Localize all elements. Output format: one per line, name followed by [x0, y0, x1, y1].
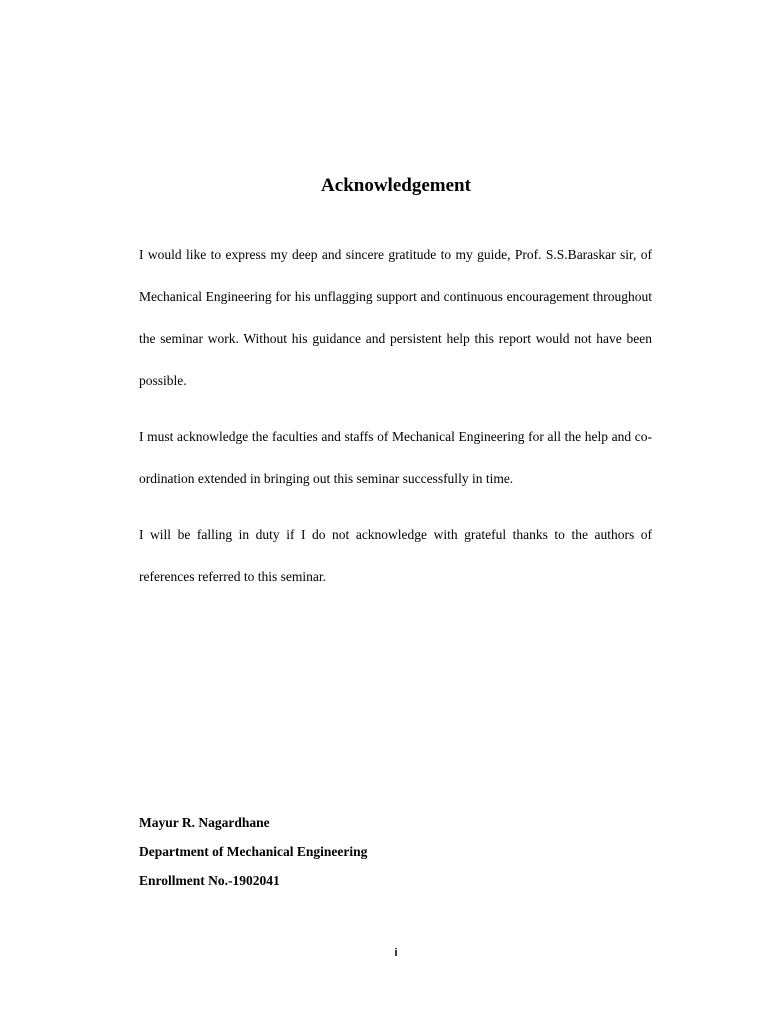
paragraph-guide-gratitude: I would like to express my deep and sincere gratitude to my guide, Prof. S.S.Baraskar sir, of Mechanical Engineering for his unflagging support and continuous encouragement throughout the seminar work. Without his guidance and persistent help this report would not have been possible. [139, 247, 652, 388]
paragraph-faculty-acknowledgement: I must acknowledge the faculties and staffs of Mechanical Engineering for all the help and co-ordination extended in bringing out this seminar successfully in time. [139, 429, 652, 486]
page-number: i [394, 947, 398, 959]
body-text [139, 234, 652, 612]
paragraph-references-acknowledgement: I will be falling in duty if I do not acknowledge with grateful thanks to the authors of references referred to this seminar. [139, 527, 652, 584]
author-enrollment: Enrollment No.-1902041 [139, 873, 280, 888]
author-name: Mayur R. Nagardhane [139, 815, 270, 830]
signature-block [139, 808, 367, 895]
author-department: Department of Mechanical Engineering [139, 844, 368, 859]
page-title: Acknowledgement [321, 175, 471, 196]
